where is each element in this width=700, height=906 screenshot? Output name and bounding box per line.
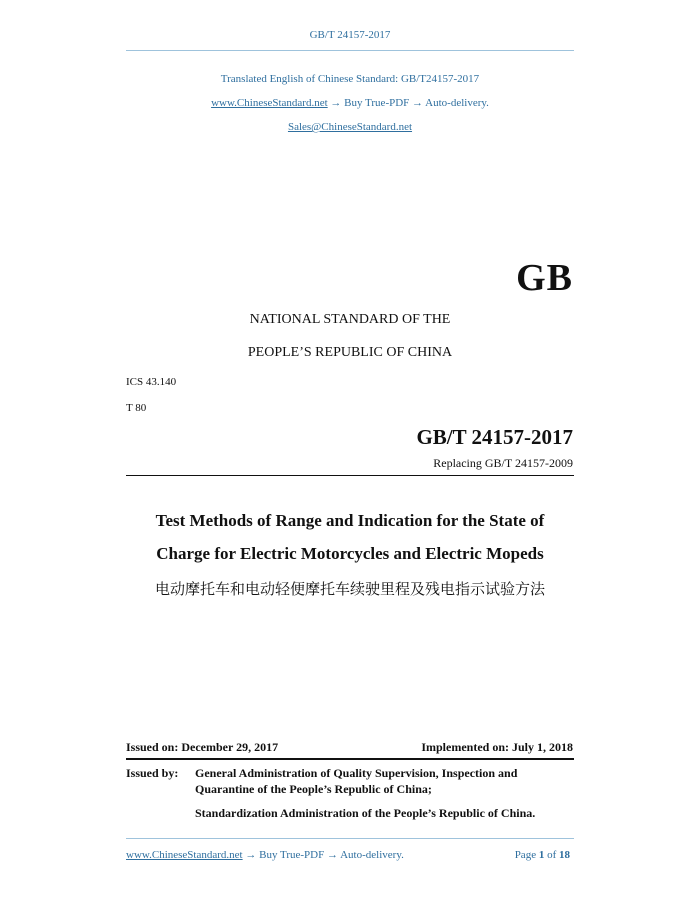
footer-divider (126, 838, 574, 839)
implemented-on: Implemented on: July 1, 2018 (421, 740, 573, 754)
header-buy-text: → Buy True-PDF → Auto-delivery. (330, 97, 489, 109)
page-indicator (515, 849, 570, 861)
standard-number: GB/T 24157-2017 (416, 425, 573, 449)
header-standard-code: GB/T 24157-2017 (309, 29, 391, 41)
issued-by-line-2: Standardization Administration of the People’s Republic of China. (195, 806, 536, 820)
translated-line: Translated English of Chinese Standard: GB/T24157-2017 (220, 73, 480, 85)
page-label: Page (514, 849, 537, 861)
category-code: T 80 (126, 402, 147, 414)
sales-email-link[interactable]: Sales@ChineseStandard.net (287, 121, 413, 133)
issued-on: Issued on: December 29, 2017 (126, 740, 279, 754)
replacing-note: Replacing GB/T 24157-2009 (433, 456, 573, 470)
issued-by-line-1b: Quarantine of the People’s Republic of China; (195, 782, 432, 796)
page-of: of (547, 849, 557, 861)
page-total: 18 (559, 849, 570, 861)
issue-divider (126, 758, 574, 760)
footer-site-link[interactable]: www.ChineseStandard.net (126, 849, 243, 861)
title-divider (126, 475, 574, 476)
title-line-2: Charge for Electric Motorcycles and Electric Mopeds (156, 544, 544, 563)
footer-promo-line (126, 849, 404, 861)
footer-buy-text: → Buy True-PDF → Auto-delivery. (245, 849, 404, 861)
national-standard-line2: PEOPLE’S REPUBLIC OF CHINA (247, 345, 453, 360)
national-standard-line1: NATIONAL STANDARD OF THE (249, 312, 451, 327)
ics-code: ICS 43.140 (126, 376, 177, 388)
gb-mark: GB (516, 257, 573, 299)
page-current: 1 (538, 849, 545, 861)
issued-by-label: Issued by: (126, 766, 179, 780)
title-chinese: 电动摩托车和电动轻便摩托车续驶里程及残电指示试验方法 (154, 580, 545, 598)
issued-by-line-1a: General Administration of Quality Supervision, Inspection and (195, 766, 518, 780)
title-line-1: Test Methods of Range and Indication for the State of (155, 511, 545, 530)
header-divider (126, 50, 574, 51)
header-email-line (0, 121, 700, 133)
header-promo-line (0, 97, 700, 109)
header-site-link[interactable]: www.ChineseStandard.net (211, 97, 328, 109)
